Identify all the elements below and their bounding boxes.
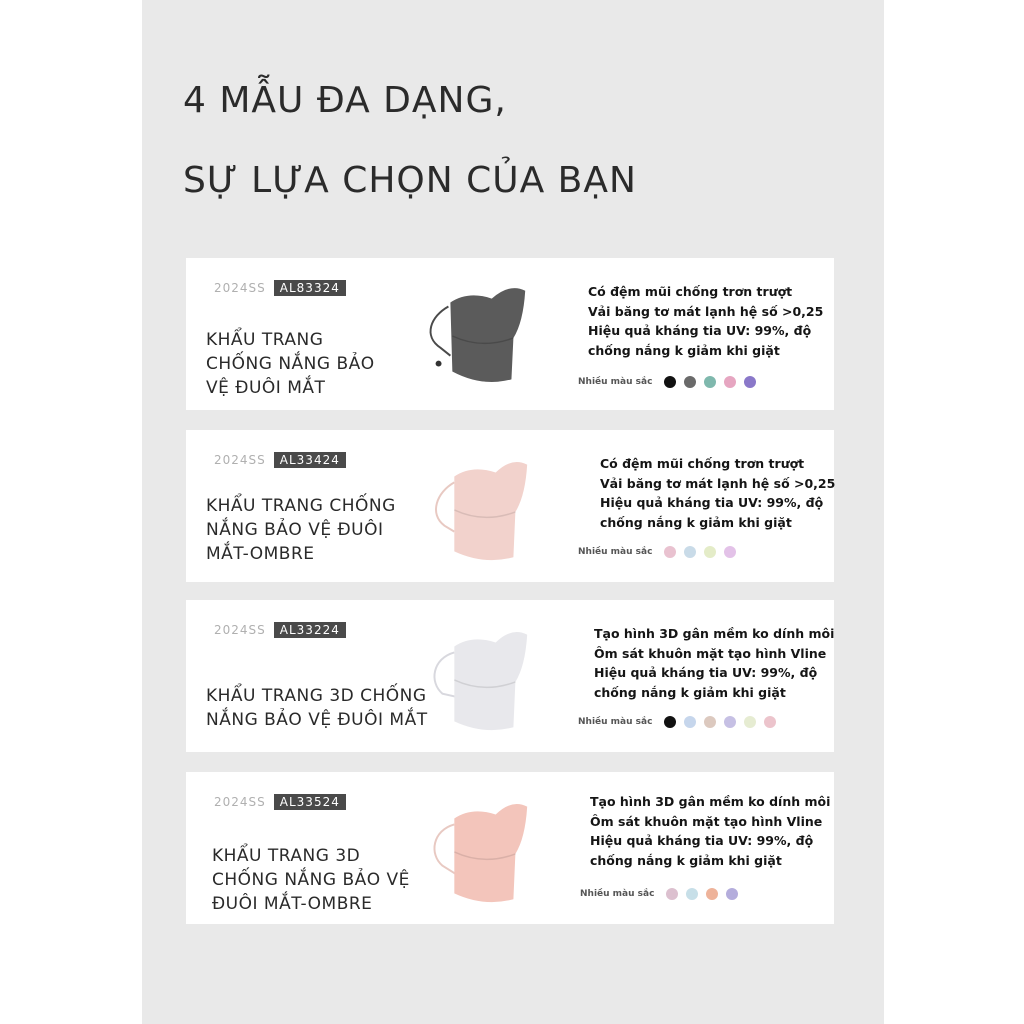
mask-body [454, 804, 527, 902]
product-card [186, 600, 834, 752]
color-swatch[interactable] [724, 546, 736, 558]
product-card [186, 258, 834, 410]
color-swatch[interactable] [664, 716, 676, 728]
season-label: 2024SS [214, 281, 266, 295]
product-code-badge: AL33224 [274, 622, 346, 638]
color-options [578, 546, 736, 558]
product-features: Tạo hình 3D gân mềm ko dính môi Ôm sát khuôn mặt tạo hình Vline Hiệu quả kháng tia UV: 99%, độ chống nắng k giảm khi giặt [590, 794, 831, 868]
color-swatch[interactable] [744, 716, 756, 728]
mask-body [454, 462, 527, 560]
product-code-row [214, 622, 346, 638]
product-code-row [214, 280, 346, 296]
product-card [186, 772, 834, 924]
product-features: Có đệm mũi chống trơn trượt Vải băng tơ mát lạnh hệ số >0,25 Hiệu quả kháng tia UV: 99%, độ chống nắng k giảm khi giặt [588, 284, 824, 358]
color-swatch[interactable] [724, 716, 736, 728]
color-options [578, 376, 756, 388]
mask-strap [431, 306, 451, 355]
product-code-row [214, 452, 346, 468]
color-swatch[interactable] [704, 546, 716, 558]
color-options [578, 716, 776, 728]
color-options [580, 888, 738, 900]
color-swatch[interactable] [704, 716, 716, 728]
color-swatch[interactable] [684, 546, 696, 558]
colors-label: Nhiều màu sắc [578, 377, 653, 387]
color-swatch[interactable] [684, 716, 696, 728]
heading-line-1: 4 MẪU ĐA DẠNG, [183, 80, 507, 121]
mask-body [454, 632, 527, 730]
product-code-badge: AL33424 [274, 452, 346, 468]
mask-toggle [436, 361, 442, 367]
product-code-row [214, 794, 346, 810]
product-code-badge: AL83324 [274, 280, 346, 296]
product-name: KHẨU TRANG CHỐNG NẮNG BẢO VỆ ĐUÔI MẮT [206, 330, 375, 398]
product-name: KHẨU TRANG 3D CHỐNG NẮNG BẢO VỆ ĐUÔI MẮT [206, 686, 428, 730]
product-name: KHẨU TRANG 3D CHỐNG NẮNG BẢO VỆ ĐUÔI MẮT-OMBRE [212, 846, 410, 914]
color-swatch[interactable] [686, 888, 698, 900]
color-swatch[interactable] [666, 888, 678, 900]
color-swatch[interactable] [764, 716, 776, 728]
colors-label: Nhiều màu sắc [578, 717, 653, 727]
mask-image [411, 448, 539, 568]
mask-body [450, 288, 525, 382]
color-swatch[interactable] [684, 376, 696, 388]
product-features: Có đệm mũi chống trơn trượt Vải băng tơ mát lạnh hệ số >0,25 Hiệu quả kháng tia UV: 99%, độ chống nắng k giảm khi giặt [600, 456, 836, 530]
product-features: Tạo hình 3D gân mềm ko dính môi Ôm sát khuôn mặt tạo hình Vline Hiệu quả kháng tia UV: 99%, độ chống nắng k giảm khi giặt [594, 626, 835, 700]
mask-strap [436, 482, 454, 531]
color-swatch[interactable] [744, 376, 756, 388]
color-swatch[interactable] [706, 888, 718, 900]
colors-label: Nhiều màu sắc [578, 547, 653, 557]
color-swatch[interactable] [664, 546, 676, 558]
mask-image [411, 276, 539, 396]
color-swatch[interactable] [664, 376, 676, 388]
season-label: 2024SS [214, 795, 266, 809]
mask-image [411, 618, 539, 738]
color-swatch[interactable] [724, 376, 736, 388]
colors-label: Nhiều màu sắc [580, 889, 655, 899]
color-swatch[interactable] [726, 888, 738, 900]
color-swatch[interactable] [704, 376, 716, 388]
season-label: 2024SS [214, 453, 266, 467]
mask-image [411, 790, 539, 910]
season-label: 2024SS [214, 623, 266, 637]
product-name: KHẨU TRANG CHỐNG NẮNG BẢO VỆ ĐUÔI MẮT-OMBRE [206, 496, 396, 564]
product-code-badge: AL33524 [274, 794, 346, 810]
heading-line-2: SỰ LỰA CHỌN CỦA BẠN [183, 160, 637, 201]
product-card [186, 430, 834, 582]
